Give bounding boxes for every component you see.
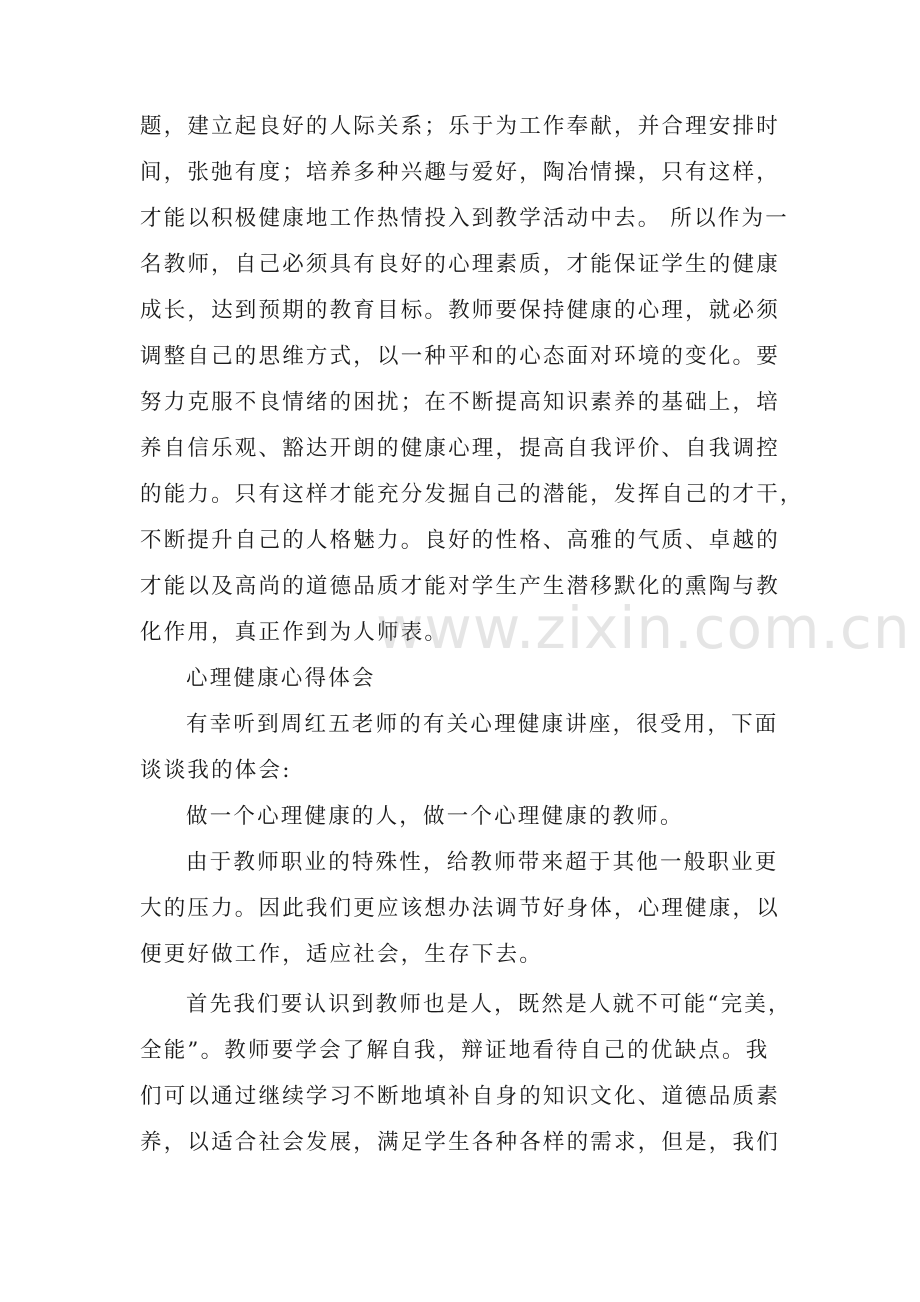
text-line: 有幸听到周红五老师的有关心理健康讲座，很受用，下面 (186, 712, 779, 737)
document-body (140, 104, 804, 1166)
text-line: 才能以积极健康地工作热情投入到教学活动中去。 所以作为一 (140, 206, 789, 231)
text-line: 全能”。教师要学会了解自我，辩证地看待自己的优缺点。我 (140, 1038, 770, 1063)
text-line: 们可以通过继续学习不断地填补自身的知识文化、道德品质素 (140, 1084, 780, 1109)
text-line: 成长，达到预期的教育目标。教师要保持健康的心理，就必须 (140, 298, 780, 323)
text-line: 首先我们要认识到教师也是人，既然是人就不可能“完美， (186, 992, 792, 1017)
text-line: 养自信乐观、豁达开朗的健康心理，提高自我评价、自我调控 (140, 436, 780, 461)
text-line: 养，以适合社会发展，满足学生各种各样的需求，但是，我们 (140, 1130, 780, 1155)
watermark: www.zixin.com.cn (376, 594, 911, 662)
text-line: 间，张弛有度；培养多种兴趣与爱好，陶冶情操，只有这样， (140, 160, 780, 185)
text-line: 才能以及高尚的道德品质才能对学生产生潜移默化的熏陶与教 (140, 574, 780, 599)
text-line: 由于教师职业的特殊性，给教师带来超于其他一般职业更 (186, 850, 779, 875)
text-line: 名教师，自己必须具有良好的心理素质，才能保证学生的健康 (140, 252, 780, 277)
text-line: 不断提升自己的人格魅力。良好的性格、高雅的气质、卓越的 (140, 528, 780, 553)
text-line: 做一个心理健康的人，做一个心理健康的教师。 (186, 804, 684, 829)
text-line: 化作用，真正作到为人师表。 (140, 620, 449, 645)
text-line: 调整自己的思维方式，以一种平和的心态面对环境的变化。要 (140, 344, 780, 369)
text-line: 便更好做工作，适应社会，生存下去。 (140, 942, 543, 967)
section-heading: 心理健康心得体会 (186, 666, 376, 691)
text-line: 努力克服不良情绪的困扰；在不断提高知识素养的基础上，培 (140, 390, 780, 415)
text-line: 的能力。只有这样才能充分发掘自己的潜能，发挥自己的才干， (140, 482, 804, 507)
text-line: 大的压力。因此我们更应该想办法调节好身体，心理健康，以 (140, 896, 780, 921)
text-line: 谈谈我的体会: (140, 758, 292, 783)
text-line: 题，建立起良好的人际关系；乐于为工作奉献，并合理安排时 (140, 114, 780, 139)
